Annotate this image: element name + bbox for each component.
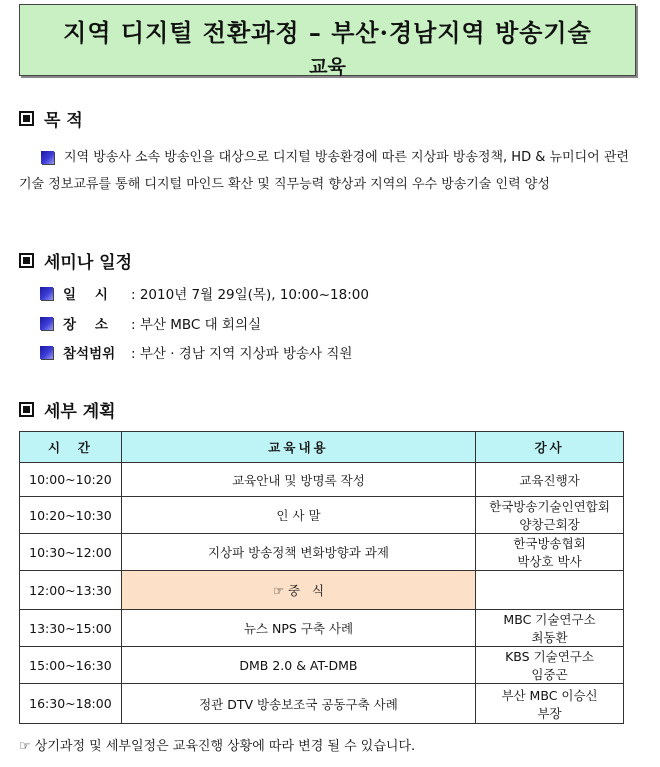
cell-content-lunch: ☞ 중 식: [121, 571, 475, 610]
section-purpose-heading: [19, 106, 83, 131]
cell-speaker: [476, 534, 624, 571]
header-time: 시 간: [20, 432, 122, 463]
table-row: [20, 497, 624, 534]
table-header-row: [20, 432, 624, 463]
table-row: [20, 463, 624, 497]
speaker-line-2: 양창근회장: [519, 517, 580, 532]
cell-time: 13:30~15:00: [20, 610, 122, 647]
speaker-line-1: 부산 MBC 이승신: [501, 687, 598, 703]
cell-time: 10:00~10:20: [20, 463, 122, 497]
cell-time: 15:00~16:30: [20, 647, 122, 684]
section-plan-heading: [19, 397, 116, 422]
cell-time: 12:00~13:30: [20, 571, 122, 610]
speaker-line-2: 박상호 박사: [517, 554, 582, 569]
blue-square-bullet-icon: [40, 287, 53, 300]
purpose-text: 지역 방송사 소속 방송인을 대상으로 디지털 방송환경에 따른 지상파 방송정책, HD & 뉴미디어 관련 기술 정보교류를 통해 디지털 마인드 확산 및 직무능력 향상과 지역의 우수 방송기술 인력 양성: [19, 150, 629, 192]
cell-content: 정관 DTV 방송보조국 공동구축 사례: [121, 684, 475, 724]
table-row: [20, 571, 624, 610]
cell-speaker: [476, 571, 624, 610]
cell-content: 교육안내 및 방명록 작성: [121, 463, 475, 497]
square-bullet-icon: [19, 111, 34, 126]
seminar-item-audience: [40, 342, 352, 362]
cell-speaker: [476, 497, 624, 534]
footnote: ☞ 상기과정 및 세부일정은 교육진행 상황에 따라 변경 될 수 있습니다.: [19, 739, 416, 754]
section-seminar-heading: [19, 248, 132, 273]
cell-speaker: [476, 610, 624, 647]
seminar-item-label: 일 시: [63, 287, 108, 303]
purpose-paragraph: [19, 144, 644, 198]
seminar-item-place: [40, 313, 261, 333]
speaker-line-1: 한국방송협회: [513, 536, 586, 551]
cell-content: 뉴스 NPS 구축 사례: [121, 610, 475, 647]
cell-content: 지상파 방송정책 변화방향과 과제: [121, 534, 475, 571]
seminar-item-date: [40, 283, 369, 303]
blue-square-bullet-icon: [40, 346, 53, 359]
table-row: [20, 647, 624, 684]
seminar-item-value: : 부산 · 경남 지역 지상파 방송사 직원: [131, 346, 353, 362]
cell-time: 10:20~10:30: [20, 497, 122, 534]
speaker-line-2: 최동환: [531, 630, 568, 645]
cell-time: 16:30~18:00: [20, 684, 122, 724]
square-bullet-icon: [19, 253, 34, 268]
blue-square-bullet-icon: [41, 151, 54, 164]
blue-square-bullet-icon: [40, 317, 53, 330]
schedule-table: [19, 431, 624, 724]
table-row: [20, 534, 624, 571]
title-line-2: 교육: [309, 56, 346, 78]
header-speaker: 강사: [476, 432, 624, 463]
title-box: [19, 4, 636, 76]
seminar-heading-text: 세미나 일정: [44, 253, 133, 273]
purpose-heading-text: 목 적: [44, 111, 83, 131]
speaker-line-1: 교육진행자: [519, 472, 580, 488]
speaker-line-2: 임중곤: [531, 667, 568, 682]
cell-content: 인 사 말: [121, 497, 475, 534]
speaker-line-1: 한국방송기술인연합회: [489, 499, 610, 514]
plan-heading-text: 세부 계획: [44, 402, 116, 422]
header-content: 교육내용: [121, 432, 475, 463]
cell-speaker: [476, 684, 624, 724]
seminar-item-value: : 부산 MBC 대 회의실: [131, 317, 262, 333]
cell-speaker: [476, 463, 624, 497]
speaker-line-1: MBC 기술연구소: [503, 612, 596, 627]
cell-content: DMB 2.0 & AT-DMB: [121, 647, 475, 684]
seminar-item-value: : 2010년 7월 29일(목), 10:00~18:00: [131, 287, 369, 303]
title-line-1: 지역 디지털 전환과정 – 부산·경남지역 방송기술: [63, 18, 592, 47]
speaker-line-2: 부장: [537, 705, 562, 721]
cell-speaker: [476, 647, 624, 684]
table-row: [20, 610, 624, 647]
square-bullet-icon: [19, 402, 34, 417]
seminar-item-label: 참석범위: [63, 346, 116, 362]
speaker-line-1: KBS 기술연구소: [505, 649, 594, 664]
table-row: [20, 684, 624, 724]
cell-time: 10:30~12:00: [20, 534, 122, 571]
seminar-item-label: 장 소: [63, 317, 108, 333]
